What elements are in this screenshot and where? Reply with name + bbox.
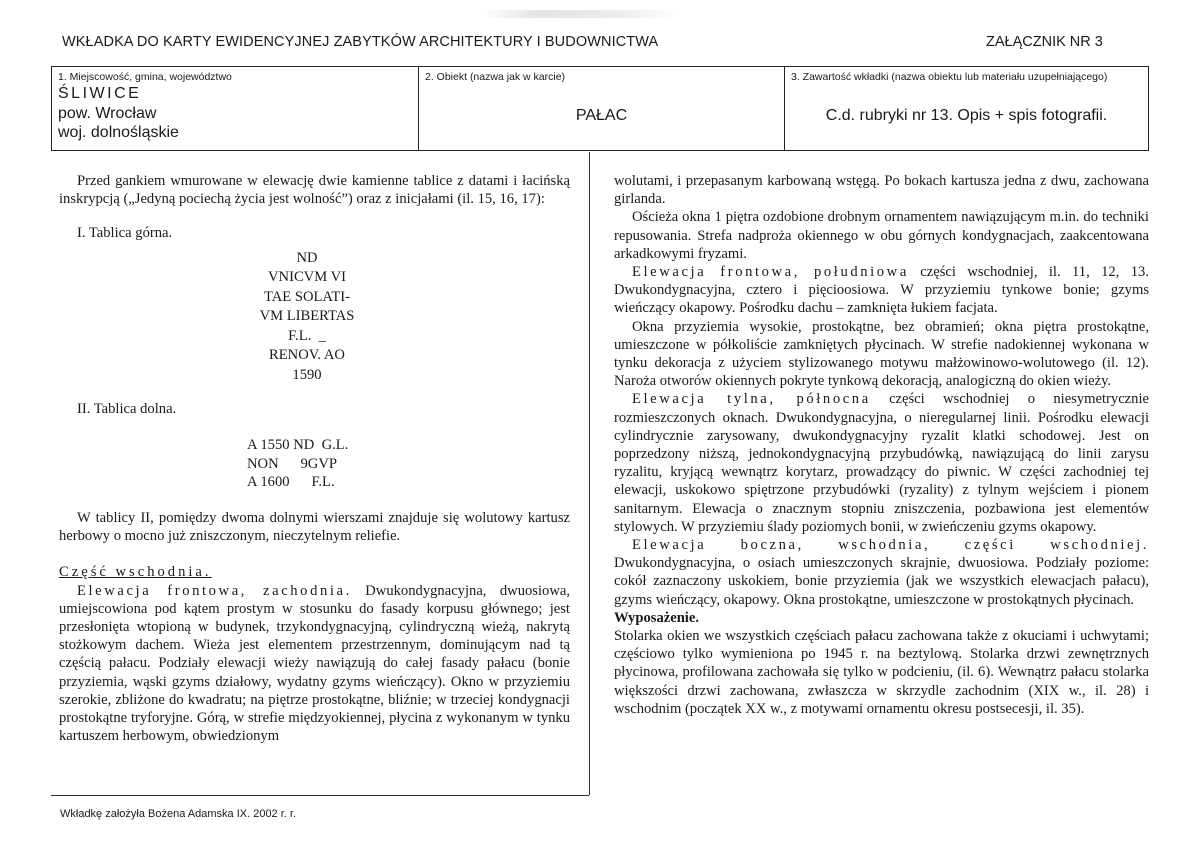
object-cell	[419, 67, 785, 150]
annex-label: ZAŁĄCZNIK NR 3	[986, 34, 1103, 50]
content-description: C.d. rubryki nr 13. Opis + spis fotografii.	[825, 107, 1108, 124]
location-cell	[52, 67, 419, 150]
bottom-rule	[51, 795, 589, 796]
facade-description: części wschodniej, il. 11, 12, 13. Dwukondygnacyjna, cztero i pięcioosiowa. W przyziemiu tynkowe bonie; gzyms wieńczący okapowy. Pośrodku dachu – zamknięta łukiem facjata.	[614, 264, 1149, 317]
inscription-line: VM LIBERTAS	[259, 308, 355, 325]
paragraph-windows: Okna przyziemia wysokie, prostokątne, bez obramień; okna piętra prostokątne, umieszczone w półkoliście zamkniętych płycinach. W strefie nadokiennej wykonana w tynku dekoracja z użyciem stylizowanego motywu małżowinowo-wolutowego (il. 12). Naroża otworów okiennych pokryte tynkową dekoracją, analogiczną do okien wieży.	[614, 318, 1149, 390]
paragraph-west-facade	[59, 582, 570, 746]
scan-artifact	[480, 10, 680, 18]
inscription-line: A 1600 F.L.	[247, 473, 335, 490]
facade-heading: Elewacja boczna, wschodnia, części wschodniej.	[632, 537, 1149, 554]
lower-tablet-label: II. Tablica dolna.	[77, 401, 177, 418]
paragraph-south-facade	[614, 263, 1149, 318]
county-name: pow. Wrocław	[58, 105, 157, 122]
equipment-heading: Wyposażenie.	[614, 609, 699, 626]
object-name: PAŁAC	[575, 107, 628, 124]
location-cell-label: 1. Miejscowość, gmina, województwo	[58, 71, 232, 83]
inscription-line: 1590	[292, 366, 322, 383]
paragraph-equipment: Stolarka okien we wszystkich częściach pałacu zachowana także z okuciami i uchwytami; częściowo tylko wymieniona po 1945 r. na beztylową. Stolarka drzwi zewnętrznych płycinowa, profilowana zachowała się tylko w podcieniu, (il. 6). Wewnątrz pałacu stolarka większości drzwi zachowana, zwłaszcza w skrzydle zachodnim (XIX w., il. 28) i wschodnim (początek XX w., z motywami ornamentu okresu postsecesji, il. 35).	[614, 628, 1149, 717]
footer-author-note: Wkładkę założyła Bożena Adamska IX. 2002 r. r.	[60, 808, 297, 820]
right-column	[614, 172, 1149, 718]
object-cell-label: 2. Obiekt (nazwa jak w karcie)	[425, 71, 566, 83]
content-cell-label: 3. Zawartość wkładki (nazwa obiektu lub materiału uzupełniającego)	[791, 71, 1108, 83]
info-table	[51, 66, 1149, 151]
inscription-line: F.L. _	[288, 327, 326, 344]
paragraph-cartouche-continued: wolutami, i przepasanym karbowaną wstęgą. Po bokach kartusza jedna z dwu, zachowana girlanda.	[614, 173, 1149, 208]
paragraph-north-facade	[614, 390, 1149, 536]
inscription-line: ND	[296, 249, 318, 266]
inscription-line: VNICVM VI	[268, 269, 346, 286]
paragraph-east-side-facade	[614, 536, 1149, 609]
voivodeship-name: woj. dolnośląskie	[58, 124, 179, 141]
paragraph-inscription-intro: Przed gankiem wmurowane w elewację dwie kamienne tablice z datami i łacińską inskrypcją („Jedyną pociechą życia jest wolność”) oraz z inicjałami (il. 15, 16, 17):	[59, 173, 570, 208]
facade-description: części wschodniej o niesymetrycznie rozmieszczonych oknach. Dwukondygnacyjna, o nieregularnej linii. Pośrodku elewacji cylindrycznie zarysowany, dwukondygnacyjny ryzalit klatki schodowej. Jest on poprzedzony niższą, jednokondygnacyjną przybudówką, nawiązującą do linii zarysu ryzalitu, kryjącą wewnątrz korytarz, prowadzący do piwnic. W części zachodniej tej elewacji, uskokowo spiętrzone przybudówki (ryzality) z tylnym wejściem i pionem sanitarnym. Elewacja o znacznym stopniu zniszczenia, pozbawiona jest elementów stylowych. W przyziemiu ślady poziomych bonii, w zwieńczeniu gzyms okapowy.	[614, 391, 1149, 535]
section-heading-east: Część wschodnia.	[59, 564, 212, 581]
facade-description: Dwukondygnacyjna, dwuosiowa, umiejscowiona pod kątem prostym w stosunku do fasady korpusu głównego; jest przesłonięta wtopioną w budynek, trzykondygnacyjną, cylindryczną wieżą, nakrytą stożkowym dachem. Wieża jest elementem przestrzennym, dominującym nad tą częścią pałacu. Podziały elewacji wieży nawiązują do całej fasady pałacu (bonie przyziemia, wąski gzyms działowy, wydatny gzyms wieńczący). Okno w przyziemiu szerokie, zbliżone do kwadratu; na piętrze prostokątne, bliźnie; w trzeciej kondygnacji prostokątne tryforyjne. Górą, w strefie międzyokiennej, płycina z wykonanym w tynku kartuszem herbowym, obwiedzionym	[59, 582, 570, 745]
facade-heading: Elewacja frontowa, południowa	[632, 264, 909, 281]
content-cell	[785, 67, 1148, 150]
upper-tablet-inscription	[57, 249, 557, 386]
inscription-line: NON 9GVP	[247, 455, 337, 472]
column-divider	[589, 152, 590, 795]
facade-heading: Elewacja tylna, północna	[632, 391, 871, 408]
lower-tablet-inscription	[59, 436, 570, 491]
document-title: WKŁADKA DO KARTY EWIDENCYJNEJ ZABYTKÓW ARCHITEKTURY I BUDOWNICTWA	[62, 34, 659, 50]
inscription-line: A 1550 ND G.L.	[247, 437, 349, 454]
left-column	[59, 172, 570, 745]
paragraph-window-jambs: Ościeża okna 1 piętra ozdobione drobnym ornamentem nawiązującym m.in. do techniki repusowania. Strefa nadproża okiennego w obu górnych kondygnacjach, zaakcentowana arkadkowymi fryzami.	[614, 209, 1149, 262]
facade-description: Dwukondygnacyjna, o osiach umieszczonych skrajnie, dwuosiowa. Podziały poziome: cokół zaznaczony uskokiem, bonie przyziemia (jak we wszystkich elewacjach pałacu), gzyms wieńczący, okapowy. Okna prostokątne, umieszczone w prostokątnych płycinach.	[614, 555, 1149, 608]
upper-tablet-label: I. Tablica górna.	[77, 225, 173, 242]
paragraph-cartouche: W tablicy II, pomiędzy dwoma dolnymi wierszami znajduje się wolutowy kartusz herbowy o mocno już zniszczonym, nieczytelnym reliefie.	[59, 509, 570, 545]
inscription-line: RENOV. AO	[269, 347, 345, 364]
inscription-line: TAE SOLATI-	[264, 288, 350, 305]
location-name: ŚLIWICE	[58, 85, 142, 102]
facade-heading: Elewacja frontowa, zachodnia.	[77, 582, 352, 599]
